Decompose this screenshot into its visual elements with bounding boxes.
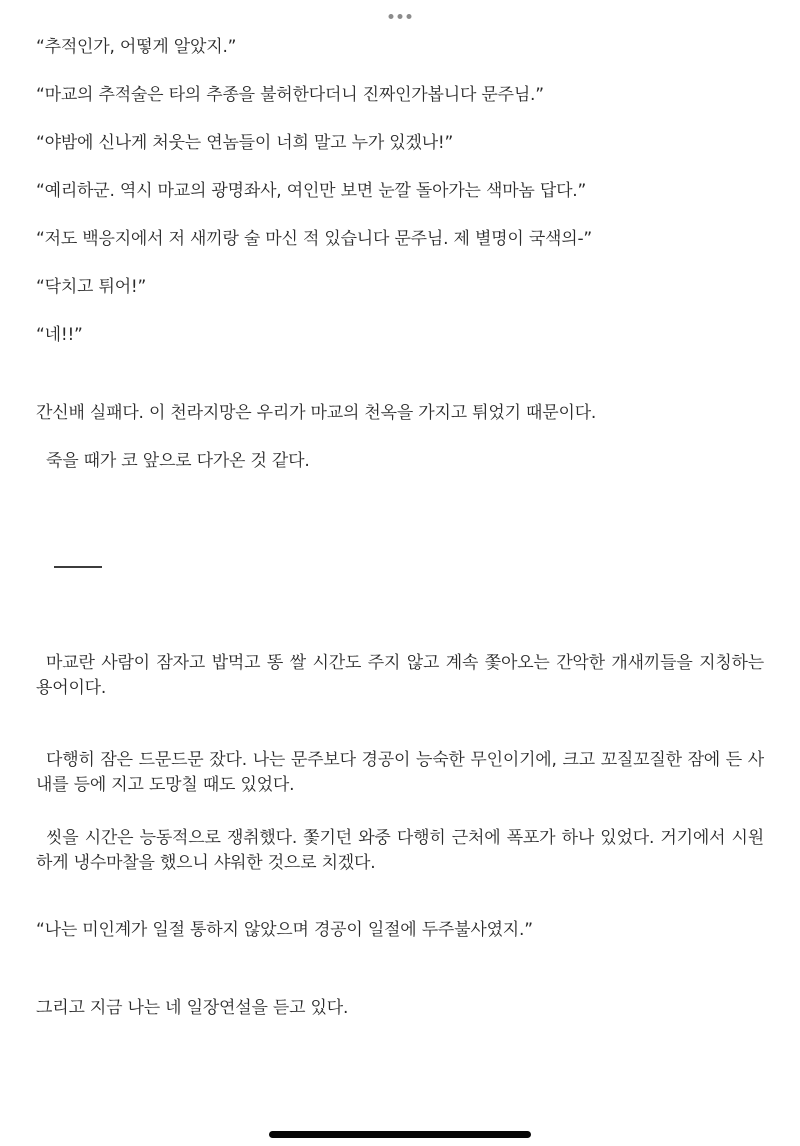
dialogue-paragraph: “추적인가, 어떻게 알았지.” bbox=[36, 37, 237, 57]
scene-divider-line bbox=[54, 566, 102, 568]
dialogue-paragraph: “저도 백응지에서 저 새끼랑 술 마신 적 있습니다 문주님. 제 별명이 국색의-” bbox=[36, 229, 593, 249]
dialogue-paragraph: “나는 미인계가 일절 통하지 않았으며 경공이 일절에 두주불사였지.” bbox=[36, 920, 533, 940]
home-indicator-bar[interactable] bbox=[269, 1131, 531, 1138]
dialogue-paragraph: “마교의 추적술은 타의 추종을 불허한다더니 진짜인가봅니다 문주님.” bbox=[36, 85, 544, 105]
dialogue-paragraph: “닥치고 튀어!” bbox=[36, 277, 147, 297]
narration-paragraph: 씻을 시간은 능동적으로 쟁취했다. 쫓기던 와중 다행히 근처에 폭포가 하나 있었다. 거기에서 시원하게 냉수마찰을 했으니 샤워한 것으로 치겠다. bbox=[36, 828, 764, 873]
narration-paragraph: 마교란 사람이 잠자고 밥먹고 똥 쌀 시간도 주지 않고 계속 쫓아오는 간악한 개새끼들을 지칭하는 용어이다. bbox=[36, 653, 764, 698]
narration-paragraph: 그리고 지금 나는 네 일장연설을 듣고 있다. bbox=[36, 998, 349, 1018]
dialogue-paragraph: “네!!” bbox=[36, 325, 83, 345]
dialogue-paragraph: “야밤에 신나게 처웃는 연놈들이 너희 말고 누가 있겠나!” bbox=[36, 133, 454, 153]
narration-paragraph: 다행히 잠은 드문드문 잤다. 나는 문주보다 경공이 능숙한 무인이기에, 크고 꼬질꼬질한 잠에 든 사내를 등에 지고 도망칠 때도 있었다. bbox=[36, 750, 764, 795]
narration-paragraph: 죽을 때가 코 앞으로 다가온 것 같다. bbox=[46, 451, 310, 471]
dialogue-paragraph: “예리하군. 역시 마교의 광명좌사, 여인만 보면 눈깔 돌아가는 색마놈 답다.” bbox=[36, 181, 587, 201]
narration-paragraph: 간신배 실패다. 이 천라지망은 우리가 마교의 천옥을 가지고 튀었기 때문이다. bbox=[36, 403, 597, 423]
